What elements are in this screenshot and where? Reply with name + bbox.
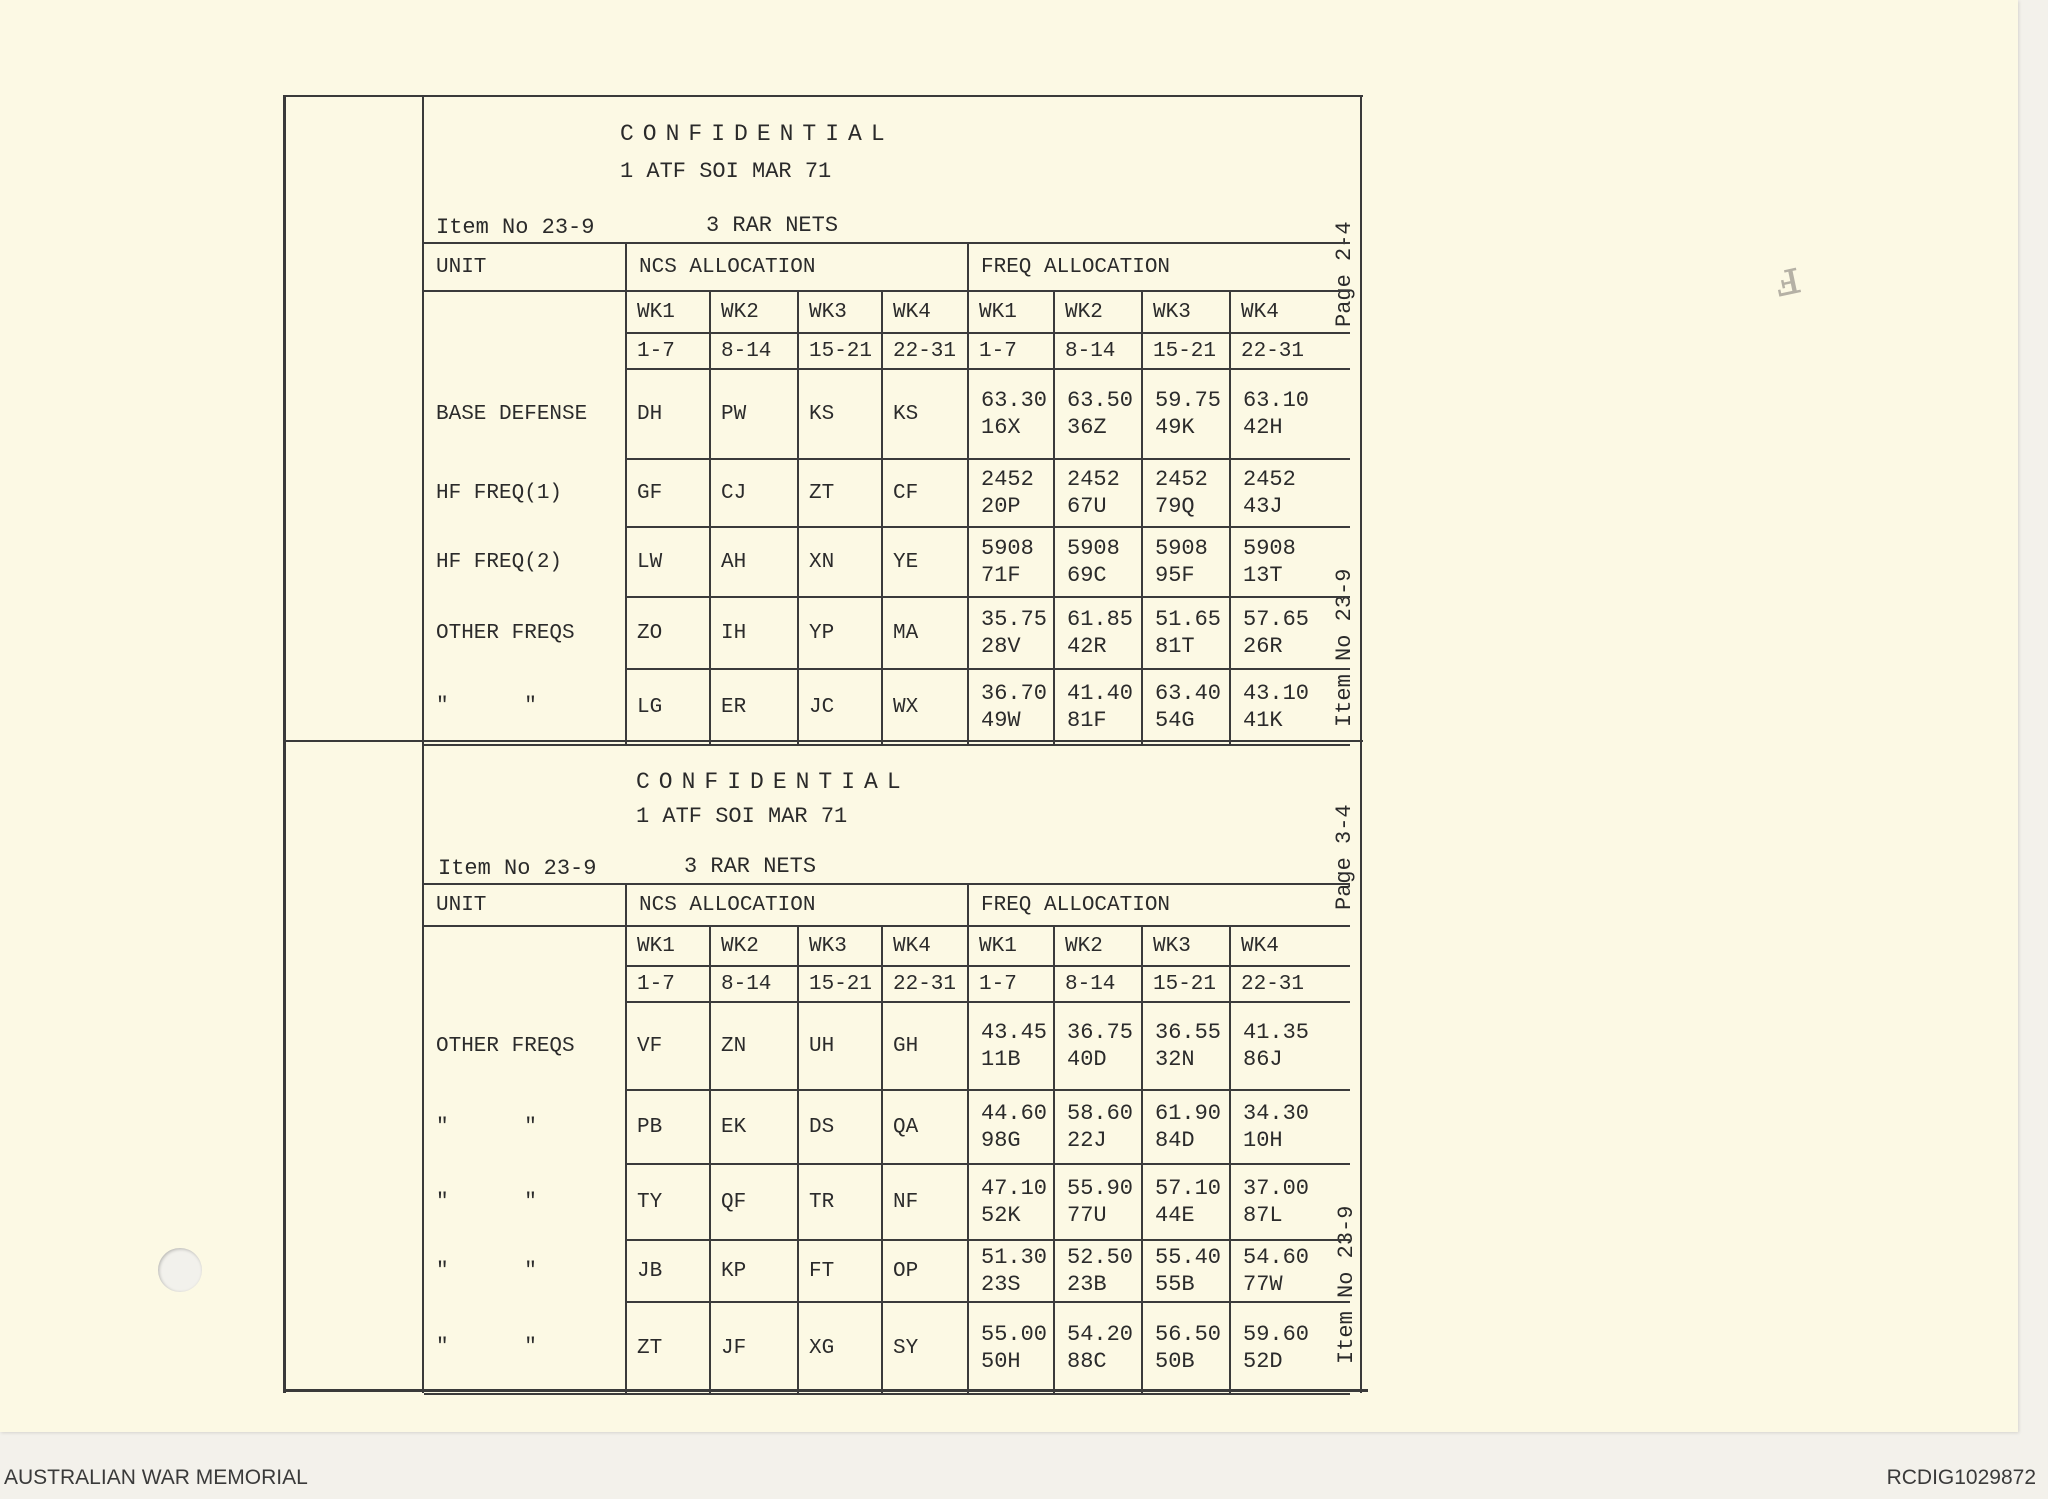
frequency-cell: [968, 1240, 1054, 1302]
table-row: [424, 669, 1350, 745]
ncs-callsign: ZO: [626, 597, 710, 669]
channel-code: 55B: [1155, 1272, 1195, 1297]
ncs-callsign: ZN: [710, 1002, 798, 1090]
frequency-value: 57.10: [1155, 1176, 1222, 1201]
week-header: WK4: [882, 926, 968, 966]
frequency-cell: [1142, 669, 1230, 745]
frequency-value: 57.65: [1243, 607, 1310, 632]
unit-column-header: UNIT: [424, 243, 626, 291]
ncs-callsign: AH: [710, 527, 798, 597]
frequency-value: 52.50: [1067, 1245, 1134, 1270]
frequency-cell: [1054, 1240, 1142, 1302]
frequency-cell: [968, 1002, 1054, 1090]
channel-code: 98G: [981, 1128, 1021, 1153]
side-item-label: Item No 23-9: [1332, 568, 1357, 727]
ncs-callsign: TY: [626, 1164, 710, 1240]
ncs-callsign: JC: [798, 669, 882, 745]
ncs-callsign: GH: [882, 1002, 968, 1090]
week-header: WK3: [1142, 926, 1230, 966]
channel-code: 54G: [1155, 708, 1195, 733]
ncs-allocation-header: NCS ALLOCATION: [626, 243, 968, 291]
channel-code: 28V: [981, 634, 1021, 659]
date-range: 15-21: [798, 966, 882, 1002]
frequency-value: 5908: [981, 536, 1034, 561]
frequency-cell: [1230, 1302, 1350, 1394]
unit-column-header: UNIT: [424, 884, 626, 926]
channel-code: 11B: [981, 1047, 1021, 1072]
frequency-value: 34.30: [1243, 1101, 1310, 1126]
frequency-value: 59.60: [1243, 1322, 1310, 1347]
channel-code: 10H: [1243, 1128, 1283, 1153]
soi-section-2: [424, 742, 1360, 1389]
ncs-callsign: VF: [626, 1002, 710, 1090]
ncs-callsign: YE: [882, 527, 968, 597]
frequency-cell: [1142, 527, 1230, 597]
channel-code: 86J: [1243, 1047, 1283, 1072]
week-header: WK3: [798, 291, 882, 333]
week-header: WK2: [1054, 291, 1142, 333]
ncs-callsign: GF: [626, 459, 710, 527]
ncs-callsign: YP: [798, 597, 882, 669]
table-row: [424, 597, 1350, 669]
date-range: 22-31: [882, 966, 968, 1002]
date-range: 8-14: [710, 333, 798, 369]
frequency-cell: [1142, 1002, 1230, 1090]
ncs-callsign: ER: [710, 669, 798, 745]
channel-code: 79Q: [1155, 494, 1195, 519]
frequency-cell: [1142, 1164, 1230, 1240]
frequency-value: 2452: [981, 467, 1034, 492]
table-row: [424, 369, 1350, 459]
date-range: 22-31: [1230, 333, 1350, 369]
channel-code: 95F: [1155, 563, 1195, 588]
frequency-value: 41.40: [1067, 681, 1134, 706]
frame-right-border: [1360, 95, 1362, 1393]
classification-heading: CONFIDENTIAL: [636, 769, 910, 795]
ncs-callsign: ZT: [798, 459, 882, 527]
frequency-value: 56.50: [1155, 1322, 1222, 1347]
week-header: WK2: [710, 926, 798, 966]
frequency-cell: [1230, 1240, 1350, 1302]
frequency-value: 2452: [1243, 467, 1296, 492]
frequency-cell: [1230, 597, 1350, 669]
date-range: 8-14: [1054, 966, 1142, 1002]
frequency-cell: [968, 459, 1054, 527]
week-header: WK4: [1230, 291, 1350, 333]
frequency-cell: [1054, 597, 1142, 669]
ncs-callsign: PW: [710, 369, 798, 459]
ncs-callsign: KS: [798, 369, 882, 459]
frequency-cell: [1230, 1090, 1350, 1164]
ncs-callsign: LW: [626, 527, 710, 597]
item-number: Item No 23-9: [438, 856, 597, 881]
table-row: [424, 1002, 1350, 1090]
frequency-value: 58.60: [1067, 1101, 1134, 1126]
frequency-value: 44.60: [981, 1101, 1048, 1126]
channel-code: 84D: [1155, 1128, 1195, 1153]
ncs-callsign: ZT: [626, 1302, 710, 1394]
frequency-cell: [1230, 527, 1350, 597]
ncs-callsign: MA: [882, 597, 968, 669]
ncs-callsign: SY: [882, 1302, 968, 1394]
date-range: 8-14: [1054, 333, 1142, 369]
ncs-callsign: XN: [798, 527, 882, 597]
frequency-cell: [1142, 369, 1230, 459]
ncs-callsign: EK: [710, 1090, 798, 1164]
unit-name: HF FREQ(1): [424, 459, 626, 527]
ncs-callsign: XG: [798, 1302, 882, 1394]
channel-code: 81T: [1155, 634, 1195, 659]
frequency-cell: [1054, 1164, 1142, 1240]
channel-code: 36Z: [1067, 415, 1107, 440]
frequency-cell: [1230, 1164, 1350, 1240]
frequency-value: 55.00: [981, 1322, 1048, 1347]
frequency-value: 47.10: [981, 1176, 1048, 1201]
week-header: WK1: [968, 291, 1054, 333]
frequency-value: 54.20: [1067, 1322, 1134, 1347]
frequency-table: [424, 242, 1350, 746]
footer-image-id: RCDIG1029872: [1886, 1466, 2036, 1489]
ncs-callsign: KS: [882, 369, 968, 459]
channel-code: 26R: [1243, 634, 1283, 659]
unit-header-blank: [424, 926, 626, 1002]
frequency-cell: [968, 597, 1054, 669]
ncs-callsign: OP: [882, 1240, 968, 1302]
ncs-callsign: UH: [798, 1002, 882, 1090]
ncs-callsign: CJ: [710, 459, 798, 527]
ncs-callsign: TR: [798, 1164, 882, 1240]
ncs-allocation-header: NCS ALLOCATION: [626, 884, 968, 926]
frequency-cell: [1054, 1002, 1142, 1090]
classification-heading: CONFIDENTIAL: [620, 121, 894, 147]
unit-name: " ": [424, 1240, 626, 1302]
frequency-cell: [1054, 1090, 1142, 1164]
frequency-value: 55.90: [1067, 1176, 1134, 1201]
frequency-value: 63.10: [1243, 388, 1310, 413]
channel-code: 49K: [1155, 415, 1195, 440]
ncs-callsign: FT: [798, 1240, 882, 1302]
frequency-cell: [968, 527, 1054, 597]
date-range: 8-14: [710, 966, 798, 1002]
frequency-cell: [968, 1090, 1054, 1164]
channel-code: 43J: [1243, 494, 1283, 519]
frequency-value: 63.30: [981, 388, 1048, 413]
channel-code: 22J: [1067, 1128, 1107, 1153]
date-range: 15-21: [1142, 966, 1230, 1002]
channel-code: 23S: [981, 1272, 1021, 1297]
frequency-cell: [1230, 1002, 1350, 1090]
channel-code: 88C: [1067, 1349, 1107, 1374]
channel-code: 69C: [1067, 563, 1107, 588]
frequency-value: 41.35: [1243, 1020, 1310, 1045]
frequency-cell: [1142, 459, 1230, 527]
frequency-cell: [1142, 1302, 1230, 1394]
frequency-value: 43.45: [981, 1020, 1048, 1045]
ncs-callsign: QA: [882, 1090, 968, 1164]
frequency-value: 61.85: [1067, 607, 1134, 632]
unit-name: " ": [424, 1302, 626, 1394]
frequency-value: 36.55: [1155, 1020, 1222, 1045]
date-range: 15-21: [1142, 333, 1230, 369]
unit-name: " ": [424, 1090, 626, 1164]
channel-code: 49W: [981, 708, 1021, 733]
unit-name: OTHER FREQS: [424, 1002, 626, 1090]
table-row: [424, 1302, 1350, 1394]
week-header: WK3: [798, 926, 882, 966]
channel-code: 52K: [981, 1203, 1021, 1228]
frequency-cell: [968, 369, 1054, 459]
channel-code: 20P: [981, 494, 1021, 519]
frequency-value: 5908: [1243, 536, 1296, 561]
channel-code: 23B: [1067, 1272, 1107, 1297]
freq-allocation-header: FREQ ALLOCATION: [968, 243, 1350, 291]
table-row: [424, 1164, 1350, 1240]
frequency-cell: [1230, 369, 1350, 459]
frequency-cell: [968, 1302, 1054, 1394]
frequency-cell: [1142, 1240, 1230, 1302]
ncs-callsign: QF: [710, 1164, 798, 1240]
channel-code: 87L: [1243, 1203, 1283, 1228]
date-range: 15-21: [798, 333, 882, 369]
channel-code: 40D: [1067, 1047, 1107, 1072]
frequency-value: 35.75: [981, 607, 1048, 632]
date-range: 1-7: [968, 966, 1054, 1002]
week-header: WK3: [1142, 291, 1230, 333]
net-name: 3 RAR NETS: [706, 213, 839, 238]
ncs-callsign: DS: [798, 1090, 882, 1164]
side-page-label: Page 2-4: [1332, 221, 1357, 327]
frequency-value: 2452: [1067, 467, 1120, 492]
freq-allocation-header: FREQ ALLOCATION: [968, 884, 1350, 926]
table-row: [424, 459, 1350, 527]
frequency-cell: [1142, 597, 1230, 669]
ncs-callsign: JF: [710, 1302, 798, 1394]
soi-reference: 1 ATF SOI MAR 71: [620, 159, 832, 184]
frequency-value: 5908: [1067, 536, 1120, 561]
week-header: WK2: [710, 291, 798, 333]
unit-name: BASE DEFENSE: [424, 369, 626, 459]
footer-credit: AUSTRALIAN WAR MEMORIAL: [4, 1466, 308, 1489]
week-header: WK1: [626, 926, 710, 966]
channel-code: 50B: [1155, 1349, 1195, 1374]
channel-code: 77U: [1067, 1203, 1107, 1228]
frequency-cell: [1230, 669, 1350, 745]
ncs-callsign: KP: [710, 1240, 798, 1302]
frequency-cell: [968, 669, 1054, 745]
frequency-value: 61.90: [1155, 1101, 1222, 1126]
date-range: 1-7: [968, 333, 1054, 369]
ncs-callsign: IH: [710, 597, 798, 669]
week-header: WK1: [626, 291, 710, 333]
soi-reference: 1 ATF SOI MAR 71: [636, 804, 848, 829]
channel-code: 13T: [1243, 563, 1283, 588]
soi-section-1: [424, 97, 1360, 740]
ncs-callsign: CF: [882, 459, 968, 527]
week-header-row: [424, 926, 1350, 966]
week-header-row: [424, 291, 1350, 333]
channel-code: 77W: [1243, 1272, 1283, 1297]
channel-code: 42H: [1243, 415, 1283, 440]
channel-code: 81F: [1067, 708, 1107, 733]
unit-name: HF FREQ(2): [424, 527, 626, 597]
frequency-value: 63.40: [1155, 681, 1222, 706]
ncs-callsign: WX: [882, 669, 968, 745]
date-range: 1-7: [626, 966, 710, 1002]
net-name: 3 RAR NETS: [684, 854, 817, 879]
frequency-value: 2452: [1155, 467, 1208, 492]
table-row: [424, 1090, 1350, 1164]
date-range: 22-31: [882, 333, 968, 369]
frequency-value: 5908: [1155, 536, 1208, 561]
channel-code: 67U: [1067, 494, 1107, 519]
frequency-value: 55.40: [1155, 1245, 1222, 1270]
channel-code: 50H: [981, 1349, 1021, 1374]
frequency-value: 36.70: [981, 681, 1048, 706]
unit-header-blank: [424, 291, 626, 369]
frequency-cell: [1054, 1302, 1142, 1394]
punch-hole: [158, 1248, 202, 1292]
week-header: WK2: [1054, 926, 1142, 966]
frequency-cell: [1142, 1090, 1230, 1164]
frequency-table: [424, 883, 1350, 1395]
side-page-label: Page 3-4: [1332, 804, 1357, 910]
frequency-value: 36.75: [1067, 1020, 1134, 1045]
frequency-value: 51.65: [1155, 607, 1222, 632]
frequency-value: 51.30: [981, 1245, 1048, 1270]
frequency-cell: [968, 1164, 1054, 1240]
frequency-value: 37.00: [1243, 1176, 1310, 1201]
channel-code: 42R: [1067, 634, 1107, 659]
ncs-callsign: NF: [882, 1164, 968, 1240]
ncs-callsign: LG: [626, 669, 710, 745]
ncs-callsign: JB: [626, 1240, 710, 1302]
unit-name: " ": [424, 669, 626, 745]
frequency-cell: [1230, 459, 1350, 527]
week-header: WK1: [968, 926, 1054, 966]
ncs-callsign: PB: [626, 1090, 710, 1164]
unit-name: " ": [424, 1164, 626, 1240]
table-header-row: [424, 243, 1350, 291]
frequency-cell: [1054, 669, 1142, 745]
frequency-value: 43.10: [1243, 681, 1310, 706]
frequency-cell: [1054, 459, 1142, 527]
unit-name: OTHER FREQS: [424, 597, 626, 669]
item-number: Item No 23-9: [436, 215, 595, 240]
date-range: 22-31: [1230, 966, 1350, 1002]
table-header-row: [424, 884, 1350, 926]
channel-code: 16X: [981, 415, 1021, 440]
table-row: [424, 1240, 1350, 1302]
frame-left-border: [283, 95, 286, 1393]
channel-code: 41K: [1243, 708, 1283, 733]
channel-code: 44E: [1155, 1203, 1195, 1228]
channel-code: 71F: [981, 563, 1021, 588]
week-header: WK4: [1230, 926, 1350, 966]
frequency-value: 59.75: [1155, 388, 1222, 413]
ncs-callsign: DH: [626, 369, 710, 459]
frequency-cell: [1054, 527, 1142, 597]
channel-code: 32N: [1155, 1047, 1195, 1072]
frequency-value: 63.50: [1067, 388, 1134, 413]
frequency-cell: [1054, 369, 1142, 459]
side-item-label: Item No 23-9: [1334, 1205, 1359, 1364]
date-range: 1-7: [626, 333, 710, 369]
channel-code: 52D: [1243, 1349, 1283, 1374]
pencil-mark: ⅎ: [1769, 248, 1805, 309]
table-row: [424, 527, 1350, 597]
frequency-value: 54.60: [1243, 1245, 1310, 1270]
week-header: WK4: [882, 291, 968, 333]
